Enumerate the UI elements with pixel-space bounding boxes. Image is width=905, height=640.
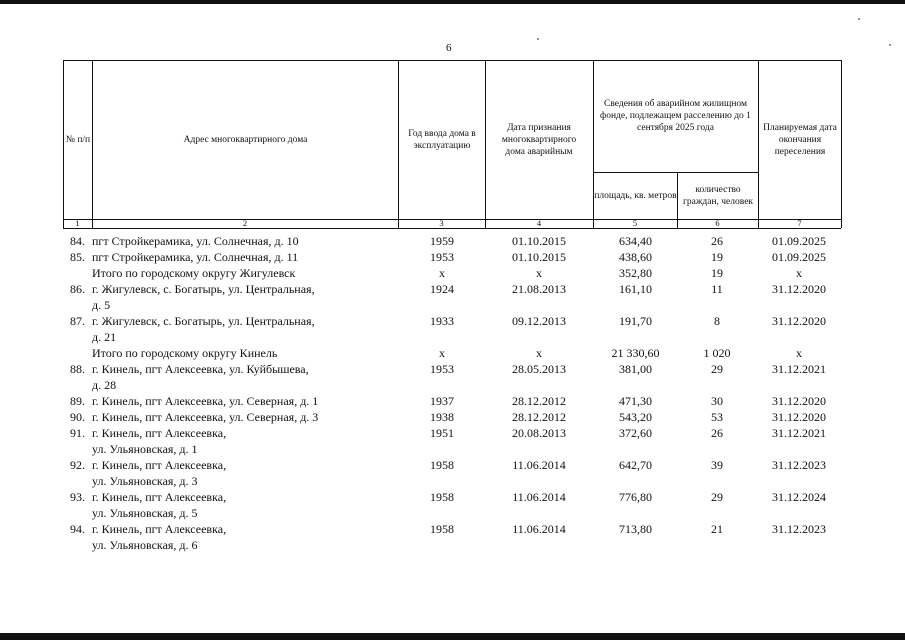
address-line: ул. Ульяновская, д. 6 [92,538,198,552]
cell-year: 1958 [430,522,454,536]
cell-area: 471,30 [619,394,652,408]
cell-people: 8 [714,314,720,328]
cell-people: 21 [711,522,723,536]
cell-people: 26 [711,234,723,248]
cell-emergency-date: 28.12.2012 [512,394,566,408]
address-line: д. 28 [92,378,117,392]
cell-year: 1933 [430,314,454,328]
cell-people: 53 [711,410,723,424]
address-line: г. Жигулевск, с. Богатырь, ул. Центральная, [92,282,315,296]
cell-address [92,457,352,489]
cell-address [92,233,352,249]
row-number: 86. [70,282,85,296]
column-number: 2 [242,218,248,228]
address-line: г. Кинель, пгт Алексеевка, ул. Северная, д. 1 [92,394,319,408]
page-number: 6 [446,42,452,54]
row-number: 85. [70,250,85,264]
row-number: 94. [70,522,85,536]
address-line: ул. Ульяновская, д. 3 [92,474,198,488]
cell-emergency-date: 21.08.2013 [512,282,566,296]
cell-address [92,489,352,521]
column-number: 1 [75,218,80,228]
cell-area: 543,20 [619,410,652,424]
cell-year: 1953 [430,250,454,264]
col-divider [841,60,842,228]
cell-area: 713,80 [619,522,652,536]
column-number: 7 [797,218,802,228]
row-number: 91. [70,426,85,440]
address-line: г. Кинель, пгт Алексеевка, [92,458,227,472]
row-number: 87. [70,314,85,328]
address-line: пгт Стройкерамика, ул. Солнечная, д. 11 [92,250,299,264]
address-line: г. Кинель, пгт Алексеевка, [92,522,227,536]
row-number: 84. [70,234,85,248]
row-number: 92. [70,458,85,472]
cell-emergency-date: х [536,266,542,280]
row-number: 90. [70,410,85,424]
cell-year: 1924 [430,282,454,296]
header-people: количество граждан, человек [682,184,754,207]
cell-end-date: х [796,266,802,280]
cell-end-date: 31.12.2021 [772,362,826,376]
scan-bottom-border [0,633,905,640]
col-divider [92,60,93,228]
cell-area: 634,40 [619,234,652,248]
scan-speck [858,18,860,20]
header-address: Адрес многоквартирного дома [183,134,308,145]
cell-end-date: 31.12.2020 [772,394,826,408]
cell-people: 1 020 [703,346,731,360]
cell-year: 1959 [430,234,454,248]
cell-people: 19 [711,250,723,264]
cell-end-date: 31.12.2020 [772,410,826,424]
cell-end-date: 31.12.2020 [772,282,826,296]
cell-year: 1951 [430,426,454,440]
address-line: г. Кинель, пгт Алексеевка, [92,426,227,440]
cell-people: 30 [711,394,723,408]
cell-end-date: х [796,346,802,360]
row-number: 89. [70,394,85,408]
col-divider [485,60,486,228]
col-divider [758,60,759,228]
cell-area: 352,80 [619,266,652,280]
address-line: Итого по городскому округу Жигулевск [92,266,296,280]
cell-address [92,393,352,409]
cell-address [92,345,352,361]
cell-people: 26 [711,426,723,440]
cell-area: 191,70 [619,314,652,328]
address-line: д. 5 [92,298,111,312]
row-number: 88. [70,362,85,376]
cell-address [92,313,352,345]
address-line: д. 21 [92,330,117,344]
cell-area: 642,70 [619,458,652,472]
cell-emergency-date: 20.08.2013 [512,426,566,440]
cell-area: 381,00 [619,362,652,376]
table-header [63,60,841,228]
cell-end-date: 01.09.2025 [772,250,826,264]
col-divider [63,60,64,228]
header-year: Год ввода дома в эксплуатацию [408,128,476,151]
cell-end-date: 31.12.2024 [772,490,826,504]
address-line: ул. Ульяновская, д. 1 [92,442,198,456]
header-num: № п/п [65,134,91,145]
cell-emergency-date: 11.06.2014 [512,458,566,472]
address-line: г. Кинель, пгт Алексеевка, ул. Куйбышева, [92,362,309,376]
scan-speck [537,38,539,40]
cell-address [92,265,352,281]
cell-year: 1958 [430,458,454,472]
cell-people: 19 [711,266,723,280]
cell-address [92,425,352,457]
cell-emergency-date: 28.05.2013 [512,362,566,376]
cell-address [92,281,352,313]
cell-end-date: 31.12.2023 [772,522,826,536]
cell-emergency-date: 28.12.2012 [512,410,566,424]
scan-speck [889,44,891,46]
address-line: Итого по городскому округу Кинель [92,346,278,360]
column-number: 6 [715,218,720,228]
address-line: ул. Ульяновская, д. 5 [92,506,198,520]
cell-emergency-date: 11.06.2014 [512,490,566,504]
cell-end-date: 31.12.2020 [772,314,826,328]
cell-emergency-date: 11.06.2014 [512,522,566,536]
cell-area: 438,60 [619,250,652,264]
cell-emergency-date: х [536,346,542,360]
cell-address [92,521,352,553]
scan-top-border [0,0,905,4]
column-number: 5 [632,218,638,228]
column-number: 4 [536,218,542,228]
cell-people: 29 [711,362,723,376]
cell-people: 39 [711,458,723,472]
cell-people: 29 [711,490,723,504]
cell-year: 1958 [430,490,454,504]
cell-address [92,409,352,425]
cell-year: 1938 [430,410,454,424]
cell-year: 1937 [430,394,454,408]
address-line: г. Жигулевск, с. Богатырь, ул. Центральная, [92,314,315,328]
cell-end-date: 31.12.2021 [772,426,826,440]
header-emergency-date: Дата признания многоквартирного дома аварийным [501,122,577,157]
cell-area: 776,80 [619,490,652,504]
cell-emergency-date: 01.10.2015 [512,250,566,264]
cell-emergency-date: 09.12.2013 [512,314,566,328]
row-number: 93. [70,490,85,504]
address-line: г. Кинель, пгт Алексеевка, ул. Северная, д. 3 [92,410,319,424]
address-line: пгт Стройкерамика, ул. Солнечная, д. 10 [92,234,299,248]
cell-people: 11 [711,282,723,296]
header-area: площадь, кв. метров [594,190,677,201]
header-border [63,228,841,229]
cell-year: 1953 [430,362,454,376]
address-line: г. Кинель, пгт Алексеевка, [92,490,227,504]
cell-address [92,249,352,265]
cell-area: 161,10 [619,282,652,296]
cell-year: х [439,346,445,360]
cell-area: 372,60 [619,426,652,440]
cell-address [92,361,352,393]
cell-emergency-date: 01.10.2015 [512,234,566,248]
cell-area: 21 330,60 [611,346,660,360]
header-group: Сведения об аварийном жилищном фонде, подлежащем расселению до 1 сентября 2025 года [600,99,751,133]
column-number: 3 [439,218,444,228]
cell-year: х [439,266,445,280]
cell-end-date: 31.12.2023 [772,458,826,472]
header-end-date: Планируемая дата окончания переселения [763,122,837,157]
cell-end-date: 01.09.2025 [772,234,826,248]
